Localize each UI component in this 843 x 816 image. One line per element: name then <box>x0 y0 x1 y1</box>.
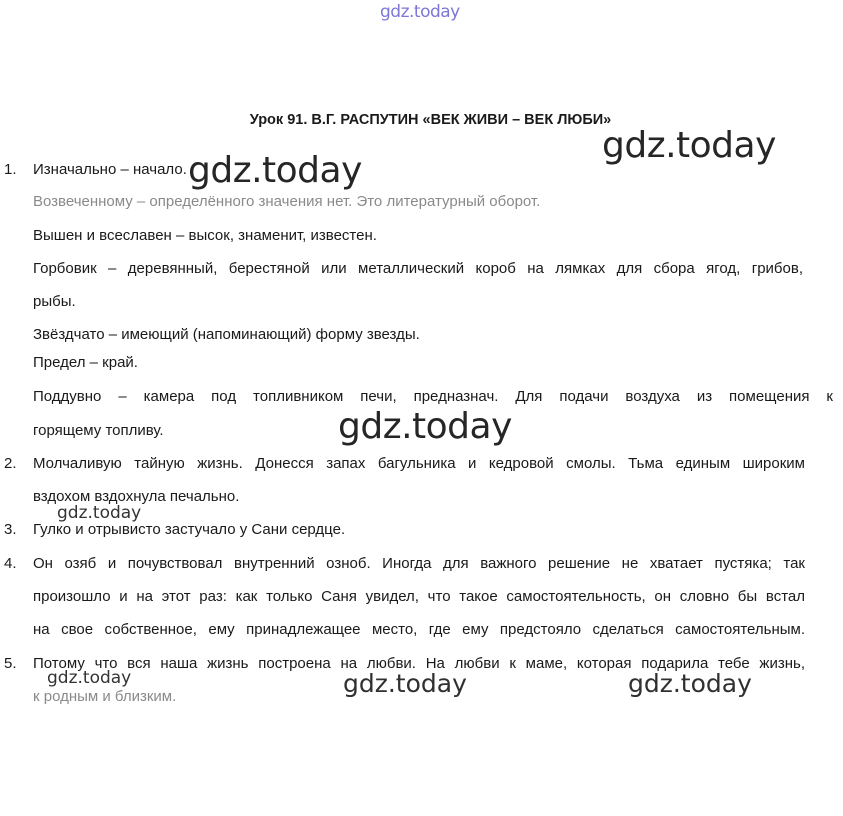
item-4-line-2: произошло и на этот раз: как только Саня увидел, что такое самостоятельность, он словно бы встал <box>33 588 805 605</box>
item-5-line-2: к родным и близким. <box>33 688 177 705</box>
item-1-line-3: Вышен и всеславен – высок, знаменит, известен. <box>33 227 377 244</box>
watermark-6: gdz.today <box>628 669 752 698</box>
item-number-1: 1. <box>4 161 17 178</box>
item-2-line-2: вздохом вздохнула печально. <box>33 488 240 505</box>
item-1-line-1: Изначально – начало. <box>33 161 187 178</box>
item-5-line-1: Потому что вся наша жизнь построена на любви. На любви к маме, которая подарила тебе жизнь, <box>33 655 805 672</box>
item-2-line-1: Молчаливую тайную жизнь. Донесся запах багульника и кедровой смолы. Тьма единым широким <box>33 455 805 472</box>
item-1-line-7: Предел – край. <box>33 354 138 371</box>
item-3-line-1: Гулко и отрывисто застучало у Сани сердце. <box>33 521 346 538</box>
item-1-line-2: Возвеченному – определённого значения нет. Это литературный оборот. <box>33 193 541 210</box>
watermark-top: gdz.today <box>380 2 460 22</box>
item-1-line-6: Звёздчато – имеющий (напоминающий) форму звезды. <box>33 326 420 343</box>
watermark-4: gdz.today <box>57 503 142 523</box>
item-number-5: 5. <box>4 655 17 672</box>
item-number-3: 3. <box>4 521 17 538</box>
item-number-2: 2. <box>4 455 17 472</box>
item-4-line-3: на свое собственное, ему принадлежащее место, где ему предстояло сделаться самостоятельным. <box>33 621 805 638</box>
item-1-line-4: Горбовик – деревянный, берестяной или металлический короб на лямках для сбора ягод, грибов, <box>33 260 803 277</box>
item-1-line-5: рыбы. <box>33 293 76 310</box>
item-4-line-1: Он озяб и почувствовал внутренний озноб. Иногда для важного решение не хватает пустяка; так <box>33 555 805 572</box>
page-title: Урок 91. В.Г. РАСПУТИН «ВЕК ЖИВИ – ВЕК ЛЮБИ» <box>249 112 612 128</box>
item-1-line-9: горящему топливу. <box>33 422 164 439</box>
item-number-4: 4. <box>4 555 17 572</box>
watermark-5: gdz.today <box>343 669 467 698</box>
watermark-1: gdz.today <box>602 125 776 166</box>
watermark-2: gdz.today <box>188 150 362 191</box>
watermark-7: gdz.today <box>47 668 132 688</box>
item-1-line-8: Поддувно – камера под топливником печи, предназнач. Для подачи воздуха из помещения к <box>33 388 833 405</box>
watermark-3: gdz.today <box>338 406 512 447</box>
